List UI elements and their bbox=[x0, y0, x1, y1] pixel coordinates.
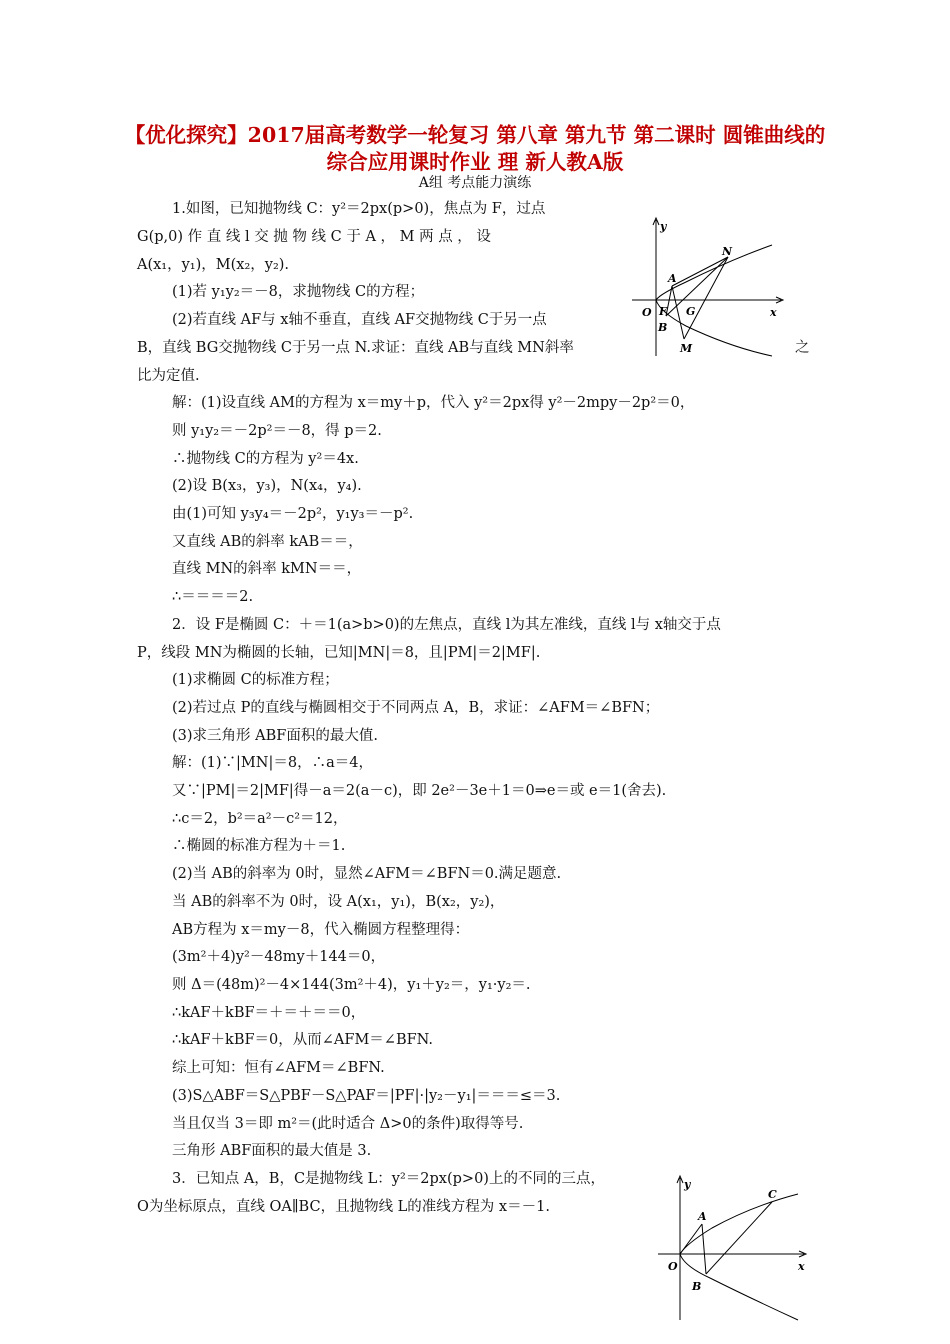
text-line: (2)当 AB的斜率为 0时，显然∠AFM＝∠BFN＝0.满足题意. bbox=[172, 866, 562, 882]
line-OA bbox=[680, 1224, 702, 1254]
text-line: P，线段 MN为椭圆的长轴，已知|MN|＝8，且|PM|＝2|MF|. bbox=[137, 645, 541, 661]
text-line: 则 Δ＝(48m)²－4×144(3m²＋4)，y₁＋y₂＝，y₁·y₂＝. bbox=[172, 977, 531, 993]
text-line: (1)若 y₁y₂＝－8，求抛物线 C的方程； bbox=[172, 284, 425, 300]
label-y: y bbox=[660, 220, 667, 233]
label-F: F bbox=[659, 305, 667, 318]
parabola-figure-2 bbox=[654, 1172, 812, 1322]
line-AN bbox=[672, 257, 728, 286]
label-M: M bbox=[680, 342, 693, 355]
label-y: y bbox=[684, 1178, 691, 1191]
text-line: (2)若直线 AF与 x轴不垂直，直线 AF交抛物线 C于另一点 bbox=[172, 312, 547, 328]
text-line: (1)求椭圆 C的标准方程； bbox=[172, 672, 339, 688]
line-AB bbox=[702, 1224, 706, 1274]
text-line: ∴＝＝＝＝2. bbox=[172, 589, 254, 605]
label-B: B bbox=[692, 1280, 702, 1293]
text-line: O为坐标原点，直线 OA∥BC，且抛物线 L的准线方程为 x＝－1. bbox=[137, 1199, 550, 1215]
text-line: ∴抛物线 C的方程为 y²＝4x. bbox=[172, 451, 359, 467]
text-line: 直线 MN的斜率 kMN＝＝， bbox=[172, 561, 362, 577]
label-O: O bbox=[642, 306, 652, 319]
text-line: ∴kAF＋kBF＝0，从而∠AFM＝∠BFN. bbox=[172, 1032, 434, 1048]
section-heading: A组 考点能力演练 bbox=[418, 175, 532, 191]
text-line: (2)若过点 P的直线与椭圆相交于不同两点 A，B，求证：∠AFM＝∠BFN； bbox=[172, 700, 660, 716]
text-line: (3)求三角形 ABF面积的最大值. bbox=[172, 728, 378, 744]
text-line: ∴c＝2，b²＝a²－c²＝12， bbox=[172, 811, 348, 827]
line-AM bbox=[672, 286, 684, 339]
text-line: (3)S△ABF＝S△PBF－S△PAF＝|PF|·|y₂－y₁|＝＝＝≤＝3. bbox=[172, 1088, 561, 1104]
text-line: 3．已知点 A，B，C是抛物线 L：y²＝2px(p>0)上的不同的三点， bbox=[172, 1171, 605, 1187]
label-x: x bbox=[770, 306, 777, 319]
text-line: 则 y₁y₂＝－2p²＝－8，得 p＝2. bbox=[172, 423, 382, 439]
label-A: A bbox=[668, 272, 677, 285]
text-line: 解：(1)∵|MN|＝8，∴a＝4， bbox=[172, 755, 373, 771]
text-line: 1.如图，已知抛物线 C：y²＝2px(p>0)，焦点为 F，过点 bbox=[172, 201, 546, 217]
label-A: A bbox=[698, 1210, 707, 1223]
page-title: 【优化探究】2017届高考数学一轮复习 第八章 第九节 第二课时 圆锥曲线的综合应用课时作业 理 新人教A版 bbox=[124, 123, 826, 174]
text-line: 2．设 F是椭圆 C：＋＝1(a>b>0)的左焦点，直线 l为其左准线，直线 l与 x轴交于点 bbox=[172, 617, 721, 633]
line-MN bbox=[684, 257, 728, 339]
text-line: 解：(1)设直线 AM的方程为 x＝my＋p，代入 y²＝2px得 y²－2mpy－2p²＝0， bbox=[172, 395, 695, 411]
line-BC bbox=[706, 1202, 772, 1274]
text-line: B，直线 BG交抛物线 C于另一点 N.求证：直线 AB与直线 MN斜率 bbox=[137, 340, 574, 356]
text-line: (2)设 B(x₃，y₃)，N(x₄，y₄). bbox=[172, 478, 362, 494]
line-BN bbox=[666, 257, 728, 316]
text-line: 当且仅当 3＝即 m²＝(此时适合 Δ>0的条件)取得等号. bbox=[172, 1116, 524, 1132]
text-line: ∴椭圆的标准方程为＋＝1. bbox=[172, 838, 346, 854]
text-line: 综上可知：恒有∠AFM＝∠BFN. bbox=[172, 1060, 385, 1076]
text-line: 比为定值. bbox=[137, 368, 200, 384]
label-G: G bbox=[686, 305, 696, 318]
text-line: 由(1)可知 y₃y₄＝－2p²，y₁y₃＝－p². bbox=[172, 506, 414, 522]
text-line: ∴kAF＋kBF＝＋＝＋＝＝0， bbox=[172, 1005, 366, 1021]
text-line: AB方程为 x＝my－8，代入椭圆方程整理得： bbox=[172, 922, 470, 938]
parabola-figure-1 bbox=[626, 212, 790, 358]
text-line: G(p,0) 作 直 线 l 交 抛 物 线 C 于 A ， M 两 点 ， 设 bbox=[137, 229, 491, 245]
text-line: 之 bbox=[795, 340, 810, 356]
text-line: 当 AB的斜率不为 0时，设 A(x₁，y₁)，B(x₂，y₂)， bbox=[172, 894, 505, 910]
text-line: 又直线 AB的斜率 kAB＝＝， bbox=[172, 534, 363, 550]
text-line: (3m²＋4)y²－48my＋144＝0， bbox=[172, 949, 386, 965]
text-line: 三角形 ABF面积的最大值是 3. bbox=[172, 1143, 372, 1159]
text-line: 又∵|PM|＝2|MF|得－a＝2(a－c)，即 2e²－3e＋1＝0⇒e＝或 e＝1(舍去). bbox=[172, 783, 667, 799]
label-N: N bbox=[722, 245, 733, 258]
text-line: A(x₁，y₁)，M(x₂，y₂). bbox=[137, 257, 290, 273]
label-B: B bbox=[658, 321, 668, 334]
label-x: x bbox=[798, 1260, 805, 1273]
label-O: O bbox=[668, 1260, 678, 1273]
label-C: C bbox=[768, 1188, 777, 1201]
